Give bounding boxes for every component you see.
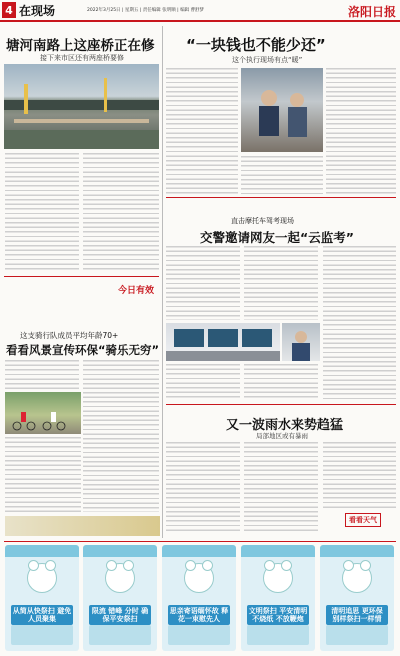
article1-text-col2 — [83, 153, 159, 271]
mascot-icon — [105, 563, 135, 593]
ad-panel-1 — [5, 545, 79, 651]
article3-headline: 交警邀请网友一起“云监考” — [200, 230, 354, 245]
ad-header — [83, 545, 157, 557]
section-number: 4 — [2, 2, 16, 18]
article2-headline: “一块钱也不能少还” — [186, 36, 326, 54]
mascot-icon — [184, 563, 214, 593]
article5-text-col2 — [244, 442, 318, 534]
ad-panel-3 — [162, 545, 236, 651]
section-divider — [166, 197, 396, 198]
article3-kicker: 直击摩托车驾考现场 — [231, 217, 294, 225]
ad-footer — [89, 625, 151, 645]
article3-photo-right — [282, 323, 320, 361]
article3-text-col5 — [323, 246, 396, 400]
ad-footer — [326, 625, 388, 645]
small-banner-image — [5, 516, 160, 536]
article4-photo — [5, 392, 81, 434]
ad-panel-5 — [320, 545, 394, 651]
article3-text-col4 — [244, 364, 318, 400]
article2-subheadline: 这个执行现场有点“暖” — [232, 56, 303, 64]
column-divider — [162, 26, 163, 538]
ad-header — [5, 545, 79, 557]
article2-text-col1 — [166, 68, 238, 194]
article4-text-col1 — [5, 360, 79, 390]
brand-logo: 洛阳日报 — [347, 5, 396, 19]
today-tag: 今日有效 — [118, 286, 155, 296]
article5-text-col1 — [166, 442, 240, 534]
article3-photo-left — [166, 323, 280, 361]
article1-photo — [4, 64, 159, 149]
ad-footer — [11, 625, 73, 645]
article2-text-col2 — [241, 156, 323, 194]
section-divider-2 — [166, 404, 396, 405]
mascot-icon — [342, 563, 372, 593]
ad-slogan: 思亲寄语缅怀故 释花一束慰先人 — [169, 607, 229, 623]
ad-header — [241, 545, 315, 557]
court-staff-image — [241, 68, 323, 152]
article2-text-col3 — [326, 68, 396, 194]
article3-text-col3 — [166, 364, 240, 400]
mascot-icon — [263, 563, 293, 593]
ad-footer — [247, 625, 309, 645]
ad-panel-2 — [83, 545, 157, 651]
page-header — [0, 0, 400, 22]
article4-text-col4 — [5, 437, 81, 512]
ad-panel-4 — [241, 545, 315, 651]
article4-text-col3 — [83, 392, 159, 512]
article3-text-col2 — [244, 246, 318, 320]
article4-kicker: 这支骑行队成员平均年龄70+ — [20, 331, 119, 340]
article4-text-col2 — [83, 360, 159, 390]
bridge-construction-image — [4, 64, 159, 149]
article4-headline: 看看风景宣传环保“骑乐无穷” — [6, 343, 160, 357]
ad-footer — [168, 625, 230, 645]
section-title: 在现场 — [19, 3, 56, 18]
article1-subheadline: 接下来市区还有两座桥要修 — [40, 54, 124, 62]
article1-text-col1 — [5, 153, 79, 271]
article5-text-col3 — [323, 442, 396, 508]
ad-slogan: 从简从快祭扫 避免人员聚集 — [12, 607, 72, 623]
ad-slogan: 清明追思 更环保 别样祭扫一样情 — [326, 605, 388, 625]
ad-header — [320, 545, 394, 557]
weather-tag: 看看天气 — [345, 513, 381, 527]
ad-divider — [4, 541, 396, 542]
ad-slogan: 限流 错峰 分时 确保平安祭扫 — [89, 605, 151, 625]
examiner-image — [282, 323, 320, 361]
ad-header — [162, 545, 236, 557]
monitor-room-image — [166, 323, 280, 361]
left-divider — [4, 276, 159, 277]
date-line: 2022年3月25日 | 星期五 | 责任编辑 张明顺 | 编辑 曹舒梦 — [87, 8, 205, 13]
cyclists-image — [5, 392, 81, 434]
article3-text-col1 — [166, 246, 240, 320]
article5-subheadline: 局部地区或有暴雨 — [256, 432, 308, 440]
ad-slogan: 文明祭扫 平安清明 不烧纸 不放鞭炮 — [248, 607, 308, 623]
article1-headline: 塘河南路上这座桥正在修 — [6, 38, 155, 54]
article5-headline: 又一波雨水来势趋猛 — [226, 418, 344, 433]
mascot-icon — [27, 563, 57, 593]
article2-photo — [241, 68, 323, 152]
